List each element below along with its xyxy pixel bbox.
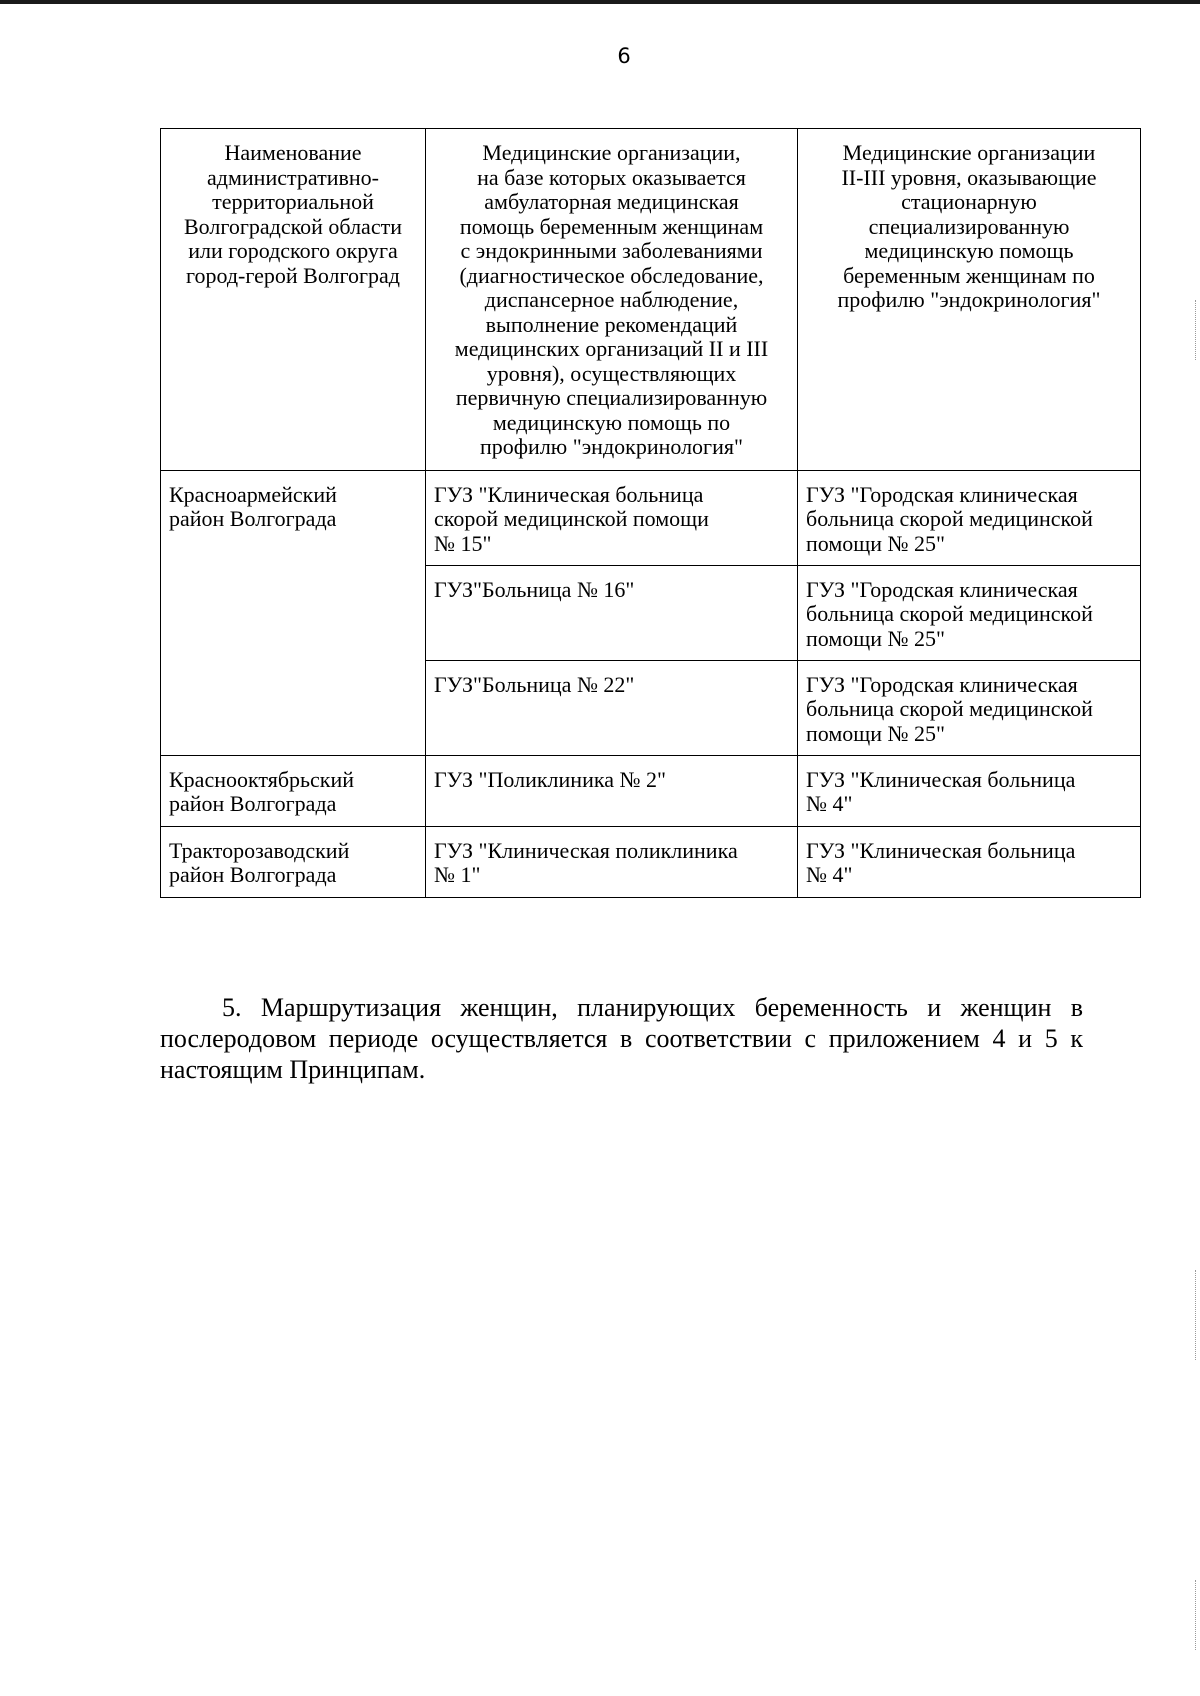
table-row [161,826,1141,897]
primary-org-cell: ГУЗ"Больница № 16" [426,565,798,660]
primary-org-cell: ГУЗ "Поликлиника № 2" [426,755,798,826]
district-cell: Тракторозаводский район Волгограда [161,826,426,897]
table-header-row [161,129,1141,471]
inpatient-org-cell: ГУЗ "Городская клиническая больница скорой медицинской помощи № 25" [798,470,1141,565]
body-paragraph: 5. Маршрутизация женщин, планирующих беременность и женщин в послеродовом периоде осуществляется в соответствии с приложением 4 и 5 к настоящим Принципам. [160,993,1083,1084]
routing-table [160,128,1141,898]
scan-margin-mark [1194,300,1196,360]
primary-org-cell: ГУЗ"Больница № 22" [426,660,798,755]
primary-org-cell: ГУЗ "Клиническая поликлиника № 1" [426,826,798,897]
district-cell: Красноармейский район Волгограда [161,470,426,755]
district-cell: Краснооктябрьский район Волгограда [161,755,426,826]
table-row [161,755,1141,826]
page-number: 6 [617,44,631,68]
inpatient-org-cell: ГУЗ "Клиническая больница № 4" [798,755,1141,826]
table-row [161,470,1141,565]
inpatient-org-cell: ГУЗ "Городская клиническая больница скорой медицинской помощи № 25" [798,660,1141,755]
scan-margin-mark [1194,1270,1196,1360]
header-primary-care: Медицинские организации, на базе которых оказывается амбулаторная медицинская помощь беременным женщинам с эндокринными заболеваниями (диагностическое обследование, диспансерное наблюдение, выполнение рекомендаций медицинских организаций II и III уровня), осуществляющих первичную специализированную медицинскую помощь по профилю "эндокринология" [426,129,798,471]
top-border-line [0,0,1200,4]
inpatient-org-cell: ГУЗ "Клиническая больница № 4" [798,826,1141,897]
header-inpatient-care: Медицинские организации II-III уровня, оказывающие стационарную специализированную медицинскую помощь беременным женщинам по профилю "эндокринология" [798,129,1141,471]
scan-margin-mark [1194,1580,1196,1650]
primary-org-cell: ГУЗ "Клиническая больница скорой медицинской помощи № 15" [426,470,798,565]
inpatient-org-cell: ГУЗ "Городская клиническая больница скорой медицинской помощи № 25" [798,565,1141,660]
header-district: Наименование административно- территориальной Волгоградской области или городского округа город-герой Волгоград [161,129,426,471]
